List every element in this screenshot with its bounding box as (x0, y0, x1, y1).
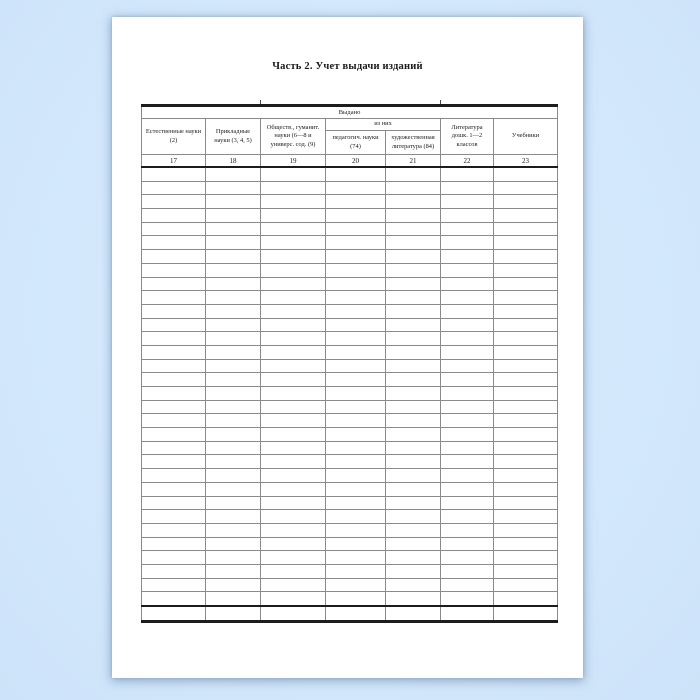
empty-cell (261, 250, 326, 264)
empty-cell (142, 428, 206, 442)
table-row (142, 551, 558, 565)
empty-cell (261, 592, 326, 606)
empty-cell (441, 181, 494, 195)
empty-cell (386, 606, 441, 621)
table-row (142, 181, 558, 195)
column-header-textbooks: Учебники (494, 119, 558, 155)
empty-cell (206, 181, 261, 195)
empty-cell (326, 359, 386, 373)
empty-cell (206, 606, 261, 621)
empty-cell (386, 414, 441, 428)
empty-cell (494, 482, 558, 496)
empty-cell (261, 537, 326, 551)
empty-cell (441, 578, 494, 592)
empty-cell (142, 345, 206, 359)
empty-cell (494, 564, 558, 578)
empty-cell (386, 455, 441, 469)
empty-cell (142, 195, 206, 209)
column-tick (260, 100, 261, 104)
empty-cell (142, 564, 206, 578)
empty-cell (386, 564, 441, 578)
empty-cell (494, 167, 558, 181)
empty-cell (142, 167, 206, 181)
empty-cell (206, 564, 261, 578)
empty-cell (494, 236, 558, 250)
empty-cell (261, 400, 326, 414)
empty-cell (441, 523, 494, 537)
empty-cell (386, 523, 441, 537)
empty-cell (326, 250, 386, 264)
empty-cell (206, 291, 261, 305)
column-header-applied-sciences: Прикладные науки (3, 4, 5) (206, 119, 261, 155)
table-row (142, 373, 558, 387)
column-number: 18 (206, 155, 261, 168)
table-row (142, 291, 558, 305)
empty-cell (142, 181, 206, 195)
empty-cell (441, 291, 494, 305)
empty-cell (142, 359, 206, 373)
empty-cell (261, 209, 326, 223)
empty-cell (326, 209, 386, 223)
empty-cell (206, 222, 261, 236)
empty-cell (206, 263, 261, 277)
empty-cell (142, 222, 206, 236)
empty-cell (386, 277, 441, 291)
empty-cell (326, 236, 386, 250)
empty-cell (206, 441, 261, 455)
empty-cell (494, 209, 558, 223)
empty-cell (326, 400, 386, 414)
empty-cell (494, 359, 558, 373)
empty-cell (494, 195, 558, 209)
empty-cell (261, 387, 326, 401)
table-row (142, 537, 558, 551)
empty-cell (386, 496, 441, 510)
empty-cell (386, 428, 441, 442)
table-row (142, 414, 558, 428)
empty-cell (494, 345, 558, 359)
empty-cell (386, 482, 441, 496)
empty-cell (386, 469, 441, 483)
page-title: Часть 2. Учет выдачи изданий (272, 61, 423, 72)
empty-cell (494, 373, 558, 387)
empty-cell (441, 592, 494, 606)
table-row (142, 332, 558, 346)
empty-cell (326, 373, 386, 387)
empty-cell (494, 592, 558, 606)
empty-cell (206, 551, 261, 565)
document-page (112, 17, 583, 678)
empty-cell (386, 209, 441, 223)
empty-cell (441, 318, 494, 332)
table-row (142, 441, 558, 455)
empty-cell (206, 332, 261, 346)
empty-cell (261, 291, 326, 305)
empty-cell (261, 523, 326, 537)
empty-cell (386, 578, 441, 592)
column-number: 20 (326, 155, 386, 168)
empty-cell (261, 510, 326, 524)
empty-cell (326, 455, 386, 469)
empty-cell (386, 291, 441, 305)
empty-cell (386, 236, 441, 250)
empty-cell (326, 606, 386, 621)
empty-cell (441, 482, 494, 496)
empty-cell (441, 510, 494, 524)
empty-cell (441, 209, 494, 223)
column-header-natural-sciences: Естественные науки (2) (142, 119, 206, 155)
empty-cell (441, 414, 494, 428)
table-row (142, 277, 558, 291)
column-header-social-humanities: Обществ., гуманит. науки (6—8 и универс. сод. (9) (261, 119, 326, 155)
empty-cell (206, 277, 261, 291)
empty-cell (386, 318, 441, 332)
empty-cell (261, 551, 326, 565)
column-number: 21 (386, 155, 441, 168)
empty-cell (326, 537, 386, 551)
empty-cell (441, 236, 494, 250)
empty-cell (441, 606, 494, 621)
empty-cell (494, 400, 558, 414)
column-number: 22 (441, 155, 494, 168)
empty-cell (441, 496, 494, 510)
empty-cell (261, 345, 326, 359)
table-row (142, 236, 558, 250)
empty-cell (494, 414, 558, 428)
empty-cell (261, 167, 326, 181)
empty-cell (386, 250, 441, 264)
empty-cell (326, 592, 386, 606)
empty-cell (206, 482, 261, 496)
empty-cell (441, 551, 494, 565)
empty-cell (206, 359, 261, 373)
empty-cell (142, 469, 206, 483)
empty-cell (142, 304, 206, 318)
empty-cell (142, 400, 206, 414)
empty-cell (261, 496, 326, 510)
table-row (142, 578, 558, 592)
table-row (142, 209, 558, 223)
empty-cell (494, 496, 558, 510)
empty-cell (494, 551, 558, 565)
table-row (142, 345, 558, 359)
empty-cell (326, 222, 386, 236)
empty-cell (326, 195, 386, 209)
empty-cell (206, 496, 261, 510)
empty-cell (494, 263, 558, 277)
empty-cell (326, 318, 386, 332)
empty-cell (326, 277, 386, 291)
empty-cell (326, 469, 386, 483)
table-row (142, 222, 558, 236)
empty-cell (261, 318, 326, 332)
table-row (142, 469, 558, 483)
empty-cell (386, 263, 441, 277)
empty-cell (386, 373, 441, 387)
empty-cell (494, 441, 558, 455)
table-row (142, 167, 558, 181)
empty-cell (142, 592, 206, 606)
empty-cell (494, 469, 558, 483)
empty-cell (494, 578, 558, 592)
empty-cell (261, 304, 326, 318)
column-number-row (142, 155, 558, 168)
empty-cell (326, 496, 386, 510)
empty-cell (326, 263, 386, 277)
empty-cell (441, 469, 494, 483)
empty-cell (206, 428, 261, 442)
header-row (142, 119, 558, 131)
column-tick (440, 100, 441, 104)
empty-cell (386, 167, 441, 181)
table-body (142, 167, 558, 621)
empty-cell (206, 510, 261, 524)
empty-cell (261, 263, 326, 277)
empty-cell (261, 414, 326, 428)
empty-cell (142, 496, 206, 510)
table-row (142, 455, 558, 469)
empty-cell (441, 222, 494, 236)
empty-cell (142, 250, 206, 264)
empty-cell (386, 222, 441, 236)
empty-cell (142, 332, 206, 346)
empty-cell (142, 523, 206, 537)
table-row (142, 359, 558, 373)
empty-cell (206, 209, 261, 223)
table-row (142, 482, 558, 496)
empty-cell (441, 400, 494, 414)
empty-cell (142, 209, 206, 223)
empty-cell (206, 578, 261, 592)
empty-cell (206, 373, 261, 387)
empty-cell (326, 564, 386, 578)
empty-cell (441, 167, 494, 181)
empty-cell (261, 373, 326, 387)
table-row (142, 263, 558, 277)
empty-cell (386, 510, 441, 524)
empty-cell (441, 428, 494, 442)
empty-cell (441, 263, 494, 277)
empty-cell (206, 167, 261, 181)
empty-cell (441, 455, 494, 469)
empty-cell (326, 523, 386, 537)
empty-cell (386, 195, 441, 209)
table-row (142, 318, 558, 332)
empty-cell (494, 304, 558, 318)
empty-cell (494, 250, 558, 264)
empty-cell (386, 387, 441, 401)
empty-cell (326, 441, 386, 455)
empty-cell (142, 482, 206, 496)
table-row (142, 428, 558, 442)
empty-cell (261, 564, 326, 578)
empty-cell (261, 578, 326, 592)
table-row (142, 195, 558, 209)
empty-cell (206, 592, 261, 606)
empty-cell (494, 455, 558, 469)
empty-cell (261, 482, 326, 496)
empty-cell (206, 304, 261, 318)
empty-cell (206, 537, 261, 551)
empty-cell (206, 318, 261, 332)
empty-cell (326, 414, 386, 428)
column-header-pedagogical-sciences: педагогич. науки (74) (326, 131, 386, 155)
empty-cell (142, 551, 206, 565)
empty-cell (261, 236, 326, 250)
empty-cell (206, 345, 261, 359)
empty-cell (261, 359, 326, 373)
empty-cell (494, 537, 558, 551)
span-header-cell: Выдано (142, 106, 558, 119)
empty-cell (142, 263, 206, 277)
empty-cell (494, 510, 558, 524)
table-row (142, 400, 558, 414)
empty-cell (142, 510, 206, 524)
issuance-table (141, 104, 558, 623)
empty-cell (142, 291, 206, 305)
table-row (142, 304, 558, 318)
empty-cell (441, 441, 494, 455)
empty-cell (441, 537, 494, 551)
empty-cell (261, 181, 326, 195)
empty-cell (326, 304, 386, 318)
empty-cell (386, 181, 441, 195)
empty-cell (206, 400, 261, 414)
table-row (142, 250, 558, 264)
empty-cell (261, 277, 326, 291)
empty-cell (206, 195, 261, 209)
empty-cell (326, 428, 386, 442)
empty-cell (206, 236, 261, 250)
empty-cell (441, 345, 494, 359)
empty-cell (386, 345, 441, 359)
empty-cell (326, 551, 386, 565)
table-row (142, 496, 558, 510)
empty-cell (326, 332, 386, 346)
empty-cell (142, 537, 206, 551)
empty-cell (441, 277, 494, 291)
empty-cell (326, 510, 386, 524)
empty-cell (326, 387, 386, 401)
empty-cell (386, 304, 441, 318)
empty-cell (494, 387, 558, 401)
empty-cell (441, 359, 494, 373)
empty-cell (142, 277, 206, 291)
empty-cell (326, 181, 386, 195)
empty-cell (441, 332, 494, 346)
empty-cell (142, 414, 206, 428)
empty-cell (326, 345, 386, 359)
empty-cell (494, 523, 558, 537)
empty-cell (441, 387, 494, 401)
empty-cell (142, 318, 206, 332)
column-header-preschool-literature: Литература дошк. 1—2 классов (441, 119, 494, 155)
empty-cell (261, 428, 326, 442)
empty-cell (206, 469, 261, 483)
empty-cell (142, 441, 206, 455)
empty-cell (386, 400, 441, 414)
empty-cell (386, 441, 441, 455)
column-number: 17 (142, 155, 206, 168)
table-row (142, 606, 558, 621)
empty-cell (441, 564, 494, 578)
empty-cell (386, 332, 441, 346)
empty-cell (494, 318, 558, 332)
empty-cell (441, 250, 494, 264)
empty-cell (386, 551, 441, 565)
empty-cell (494, 606, 558, 621)
table-row (142, 510, 558, 524)
empty-cell (326, 578, 386, 592)
column-group-header-of-which: из них (326, 119, 441, 131)
table-row (142, 523, 558, 537)
empty-cell (142, 578, 206, 592)
empty-cell (494, 332, 558, 346)
empty-cell (494, 291, 558, 305)
empty-cell (386, 537, 441, 551)
empty-cell (441, 373, 494, 387)
empty-cell (142, 236, 206, 250)
empty-cell (326, 167, 386, 181)
table-area (141, 104, 557, 623)
empty-cell (494, 181, 558, 195)
empty-cell (326, 482, 386, 496)
empty-cell (206, 414, 261, 428)
table-row (142, 592, 558, 606)
empty-cell (261, 195, 326, 209)
empty-cell (206, 455, 261, 469)
empty-cell (494, 428, 558, 442)
empty-cell (261, 469, 326, 483)
empty-cell (261, 332, 326, 346)
empty-cell (326, 291, 386, 305)
empty-cell (261, 606, 326, 621)
column-number: 23 (494, 155, 558, 168)
empty-cell (494, 222, 558, 236)
empty-cell (206, 387, 261, 401)
empty-cell (386, 592, 441, 606)
empty-cell (142, 455, 206, 469)
empty-cell (441, 304, 494, 318)
empty-cell (206, 523, 261, 537)
empty-cell (142, 373, 206, 387)
empty-cell (261, 441, 326, 455)
table-row (142, 564, 558, 578)
empty-cell (494, 277, 558, 291)
empty-cell (142, 387, 206, 401)
span-header-row (142, 106, 558, 119)
empty-cell (261, 222, 326, 236)
empty-cell (386, 359, 441, 373)
empty-cell (206, 250, 261, 264)
empty-cell (441, 195, 494, 209)
empty-cell (142, 606, 206, 621)
empty-cell (261, 455, 326, 469)
column-number: 19 (261, 155, 326, 168)
column-header-fiction-literature: художественная литература (84) (386, 131, 441, 155)
table-row (142, 387, 558, 401)
